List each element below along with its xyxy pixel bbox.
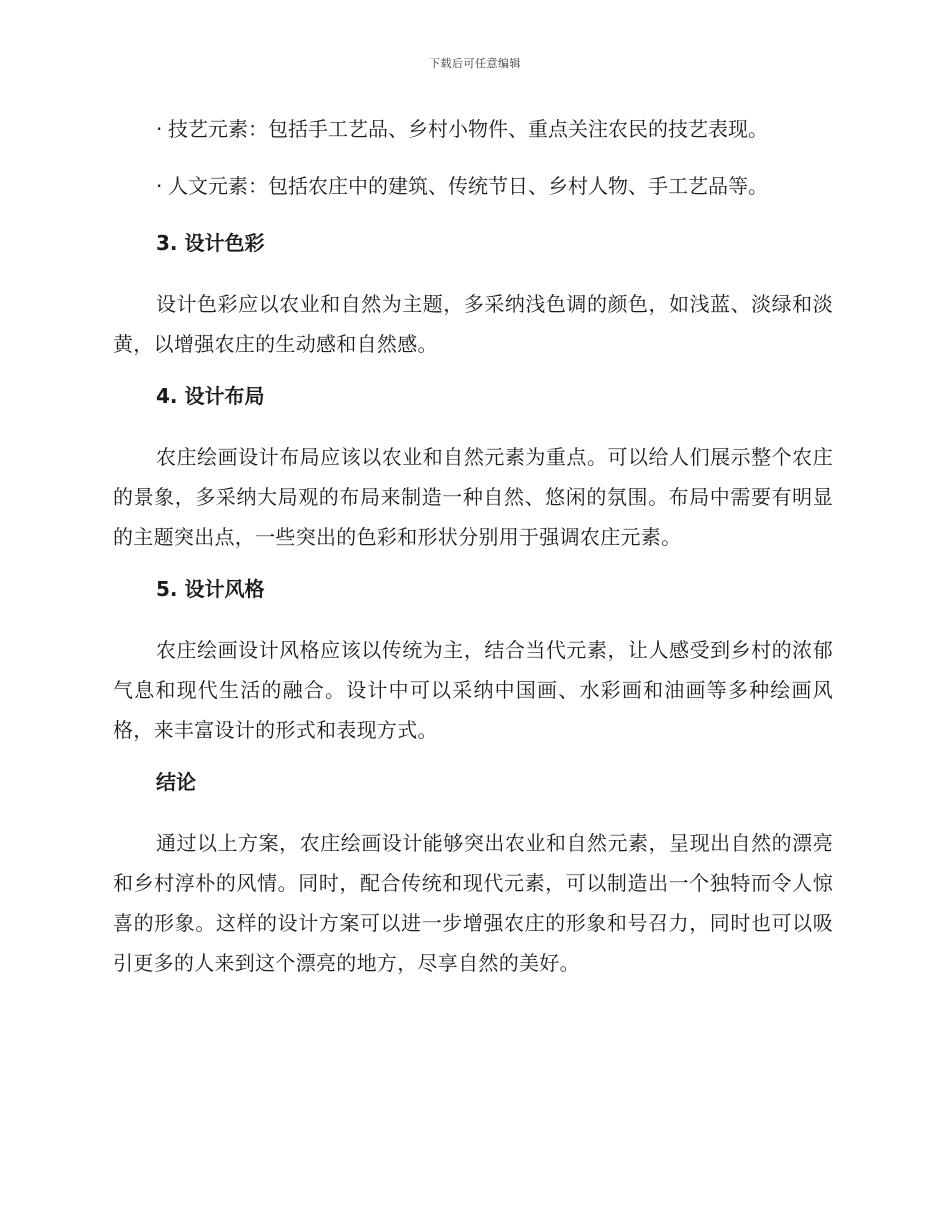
section-paragraph-conclusion: 通过以上方案，农庄绘画设计能够突出农业和自然元素，呈现出自然的漂亮和乡村淳朴的风情。同时，配合传统和现代元素，可以制造出一个独特而令人惊喜的形象。这样的设计方案可以进一步增强农庄的形象和号召力，同时也可以吸引更多的人来到这个漂亮的地方，尽享自然的美好。: [113, 831, 833, 975]
bullet-item-craft: [156, 113, 833, 145]
document-body: [113, 113, 833, 999]
bullet-text: 人文元素：包括农庄中的建筑、传统节日、乡村人物、手工艺品等。: [168, 174, 768, 198]
section-heading-layout: 4. 设计布局: [156, 384, 265, 408]
section-heading-color: 3. 设计色彩: [156, 231, 265, 255]
section-heading-style: 5. 设计风格: [156, 577, 265, 601]
section-paragraph-style: 农庄绘画设计风格应该以传统为主，结合当代元素，让人感受到乡村的浓郁气息和现代生活的融合。设计中可以采纳中国画、水彩画和油画等多种绘画风格，来丰富设计的形式和表现方式。: [113, 638, 833, 742]
header-note: 下载后可任意编辑: [429, 57, 521, 70]
section-paragraph-layout: 农庄绘画设计布局应该以农业和自然元素为重点。可以给人们展示整个农庄的景象，多采纳大局观的布局来制造一种自然、悠闲的氛围。布局中需要有明显的主题突出点，一些突出的色彩和形状分别用于强调农庄元素。: [113, 445, 833, 549]
bullet-dot: ·: [156, 117, 163, 141]
bullet-text: 技艺元素：包括手工艺品、乡村小物件、重点关注农民的技艺表现。: [168, 117, 768, 141]
bullet-item-humanities: [156, 170, 833, 202]
section-heading-conclusion: 结论: [156, 770, 196, 794]
section-paragraph-color: 设计色彩应以农业和自然为主题，多采纳浅色调的颜色，如浅蓝、淡绿和淡黄，以增强农庄的生动感和自然感。: [113, 292, 833, 356]
bullet-dot: ·: [156, 174, 163, 198]
